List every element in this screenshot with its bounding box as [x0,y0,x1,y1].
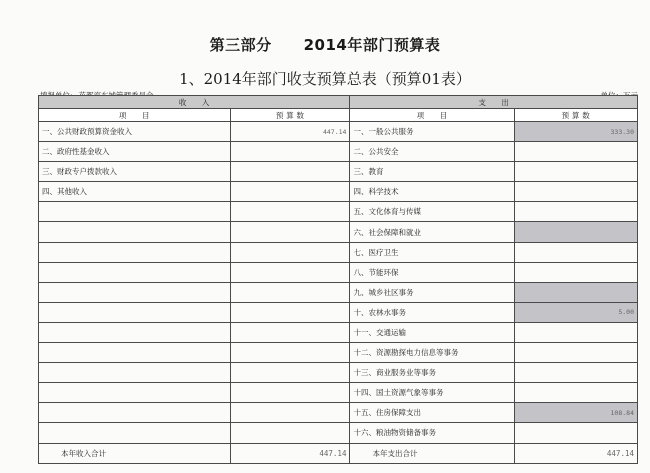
income-item-cell [39,302,231,322]
table-row [39,363,638,383]
expense-item-cell: 一、一般公共服务 [350,122,514,142]
totals-row [39,443,638,463]
table-row [39,262,638,282]
table-row [39,222,638,242]
income-item-cell [39,403,231,423]
income-item-cell [39,343,231,363]
income-item-cell: 一、公共财政预算资金收入 [39,122,231,142]
income-total-value: 447.14 [230,443,350,463]
expense-amount-cell [514,423,637,443]
income-amount-cell [230,383,350,403]
table-header-columns [39,109,638,122]
table-row [39,202,638,222]
income-amount-cell [230,363,350,383]
expense-amount-cell [514,343,637,363]
income-amount-header: 预 算 数 [230,109,350,122]
expense-header: 支 出 [350,96,638,109]
expense-amount-cell [514,242,637,262]
expense-total-value: 447.14 [514,443,637,463]
income-item-cell [39,322,231,342]
income-item-cell: 三、财政专户拨款收入 [39,162,231,182]
section-title [0,34,650,55]
income-amount-cell [230,202,350,222]
income-amount-cell: 447.14 [230,122,350,142]
expense-item-cell: 十、农林水事务 [350,302,514,322]
income-item-cell: 二、政府性基金收入 [39,142,231,162]
expense-item-header: 项 目 [350,109,514,122]
expense-item-cell: 七、医疗卫生 [350,242,514,262]
income-amount-cell [230,403,350,423]
expense-amount-cell [514,162,637,182]
table-row [39,282,638,302]
expense-item-cell: 八、节能环保 [350,262,514,282]
expense-amount-cell [514,363,637,383]
expense-amount-cell [514,222,637,242]
income-amount-cell [230,222,350,242]
expense-amount-cell: 5.00 [514,302,637,322]
expense-amount-cell: 333.30 [514,122,637,142]
expense-item-cell: 六、社会保障和就业 [350,222,514,242]
expense-amount-cell [514,322,637,342]
expense-item-cell: 四、科学技术 [350,182,514,202]
income-item-header: 项 目 [39,109,231,122]
table-row [39,343,638,363]
table-row [39,322,638,342]
income-amount-cell [230,242,350,262]
income-item-cell [39,423,231,443]
table-row [39,182,638,202]
expense-item-cell: 九、城乡社区事务 [350,282,514,302]
expense-total-label: 本年支出合计 [350,443,514,463]
income-total-label: 本年收入合计 [39,443,231,463]
income-item-cell [39,242,231,262]
income-header: 收 入 [39,96,350,109]
expense-item-cell: 十六、粮油物资储备事务 [350,423,514,443]
income-item-cell [39,262,231,282]
income-item-cell [39,363,231,383]
expense-amount-cell [514,142,637,162]
expense-item-cell: 十二、资源勘探电力信息等事务 [350,343,514,363]
table-title: 1、2014年部门收支预算总表（预算01表） [179,70,471,88]
table-row [39,403,638,423]
section-part: 第三部分 [209,36,272,54]
expense-amount-cell: 108.84 [514,403,637,423]
table-row [39,122,638,142]
expense-amount-cell [514,383,637,403]
table-row [39,383,638,403]
income-amount-cell [230,162,350,182]
income-amount-cell [230,322,350,342]
table-header-group [39,96,638,109]
section-name: 2014年部门预算表 [303,36,441,54]
table-row [39,142,638,162]
income-amount-cell [230,343,350,363]
expense-item-cell: 十五、住房保障支出 [350,403,514,423]
budget-table [38,95,638,464]
expense-item-cell: 十三、商业服务业等事务 [350,363,514,383]
expense-amount-cell [514,202,637,222]
income-amount-cell [230,282,350,302]
income-item-cell [39,282,231,302]
income-amount-cell [230,142,350,162]
table-row [39,242,638,262]
table-row [39,162,638,182]
income-amount-cell [230,423,350,443]
table-row [39,423,638,443]
expense-item-cell: 二、公共安全 [350,142,514,162]
expense-amount-header: 预 算 数 [514,109,637,122]
income-item-cell [39,383,231,403]
expense-amount-cell [514,282,637,302]
income-item-cell [39,222,231,242]
table-row [39,302,638,322]
expense-amount-cell [514,262,637,282]
expense-item-cell: 三、教育 [350,162,514,182]
income-amount-cell [230,302,350,322]
expense-item-cell: 五、文化体育与传媒 [350,202,514,222]
expense-amount-cell [514,182,637,202]
income-amount-cell [230,182,350,202]
income-item-cell [39,202,231,222]
income-amount-cell [230,262,350,282]
expense-item-cell: 十一、交通运输 [350,322,514,342]
expense-item-cell: 十四、国土资源气象等事务 [350,383,514,403]
income-item-cell: 四、其他收入 [39,182,231,202]
